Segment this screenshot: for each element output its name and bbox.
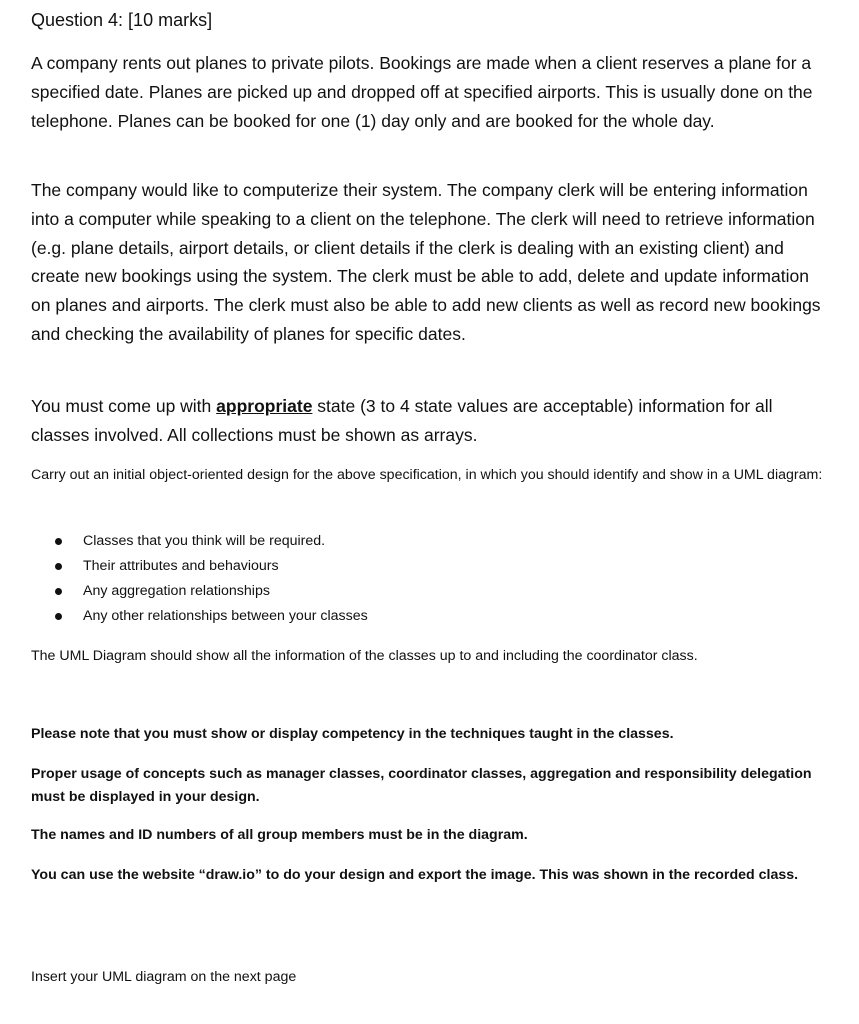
task-intro: Carry out an initial object-oriented design for the above specification, in which you should identify and show in a UML diagram: xyxy=(31,467,823,483)
concepts-note: Proper usage of concepts such as manager classes, coordinator classes, aggregation and responsibility delegation must be displayed in your design. xyxy=(31,766,812,805)
bullet-icon xyxy=(55,588,62,595)
uml-scope-note: The UML Diagram should show all the information of the classes up to and including the coordinator class. xyxy=(31,648,698,664)
scenario-paragraph-1: A company rents out planes to private pilots. Bookings are made when a client reserves a plane for a specified date. Planes are picked up and dropped off at specified airports. This is usually done on the telephone. Planes can be booked for one (1) day only and are booked for the whole day. xyxy=(31,53,813,131)
list-item xyxy=(31,529,368,554)
list-item-text: Any other relationships between your classes xyxy=(83,608,368,624)
bullet-icon xyxy=(55,613,62,620)
bullet-icon xyxy=(55,538,62,545)
next-page-instruction: Insert your UML diagram on the next page xyxy=(31,969,297,985)
state-requirement-paragraph xyxy=(31,392,821,450)
appropriate-emphasis: appropriate xyxy=(216,396,313,416)
state-requirement-rest: state (3 to 4 state values are acceptable) information for all classes involved. All collections must be shown as arrays. xyxy=(31,396,773,445)
requirements-list xyxy=(31,529,368,629)
drawio-note: You can use the website “draw.io” to do your design and export the image. This was shown in the recorded class. xyxy=(31,867,799,883)
list-item-text: Their attributes and behaviours xyxy=(83,558,279,574)
question-heading: Question 4: [10 marks] xyxy=(31,10,213,30)
state-requirement-lead: You must come up with xyxy=(31,396,217,416)
list-item xyxy=(31,579,368,604)
list-item xyxy=(31,604,368,629)
scenario-paragraph-2: The company would like to computerize their system. The company clerk will be entering information into a computer while speaking to a client on the telephone. The clerk will need to retrieve information (e.g. plane details, airport details, or client details if the clerk is dealing with an existing client) and create new bookings using the system. The clerk must be able to add, delete and update information on planes and airports. The clerk must also be able to add new clients as well as record new bookings and checking the availability of planes for specific dates. xyxy=(31,180,821,344)
bullet-icon xyxy=(55,563,62,570)
competency-note: Please note that you must show or display competency in the techniques taught in the classes. xyxy=(31,726,674,742)
list-item-text: Any aggregation relationships xyxy=(83,583,270,599)
group-members-note: The names and ID numbers of all group members must be in the diagram. xyxy=(31,827,528,843)
list-item-text: Classes that you think will be required. xyxy=(83,533,326,549)
list-item xyxy=(31,554,368,579)
